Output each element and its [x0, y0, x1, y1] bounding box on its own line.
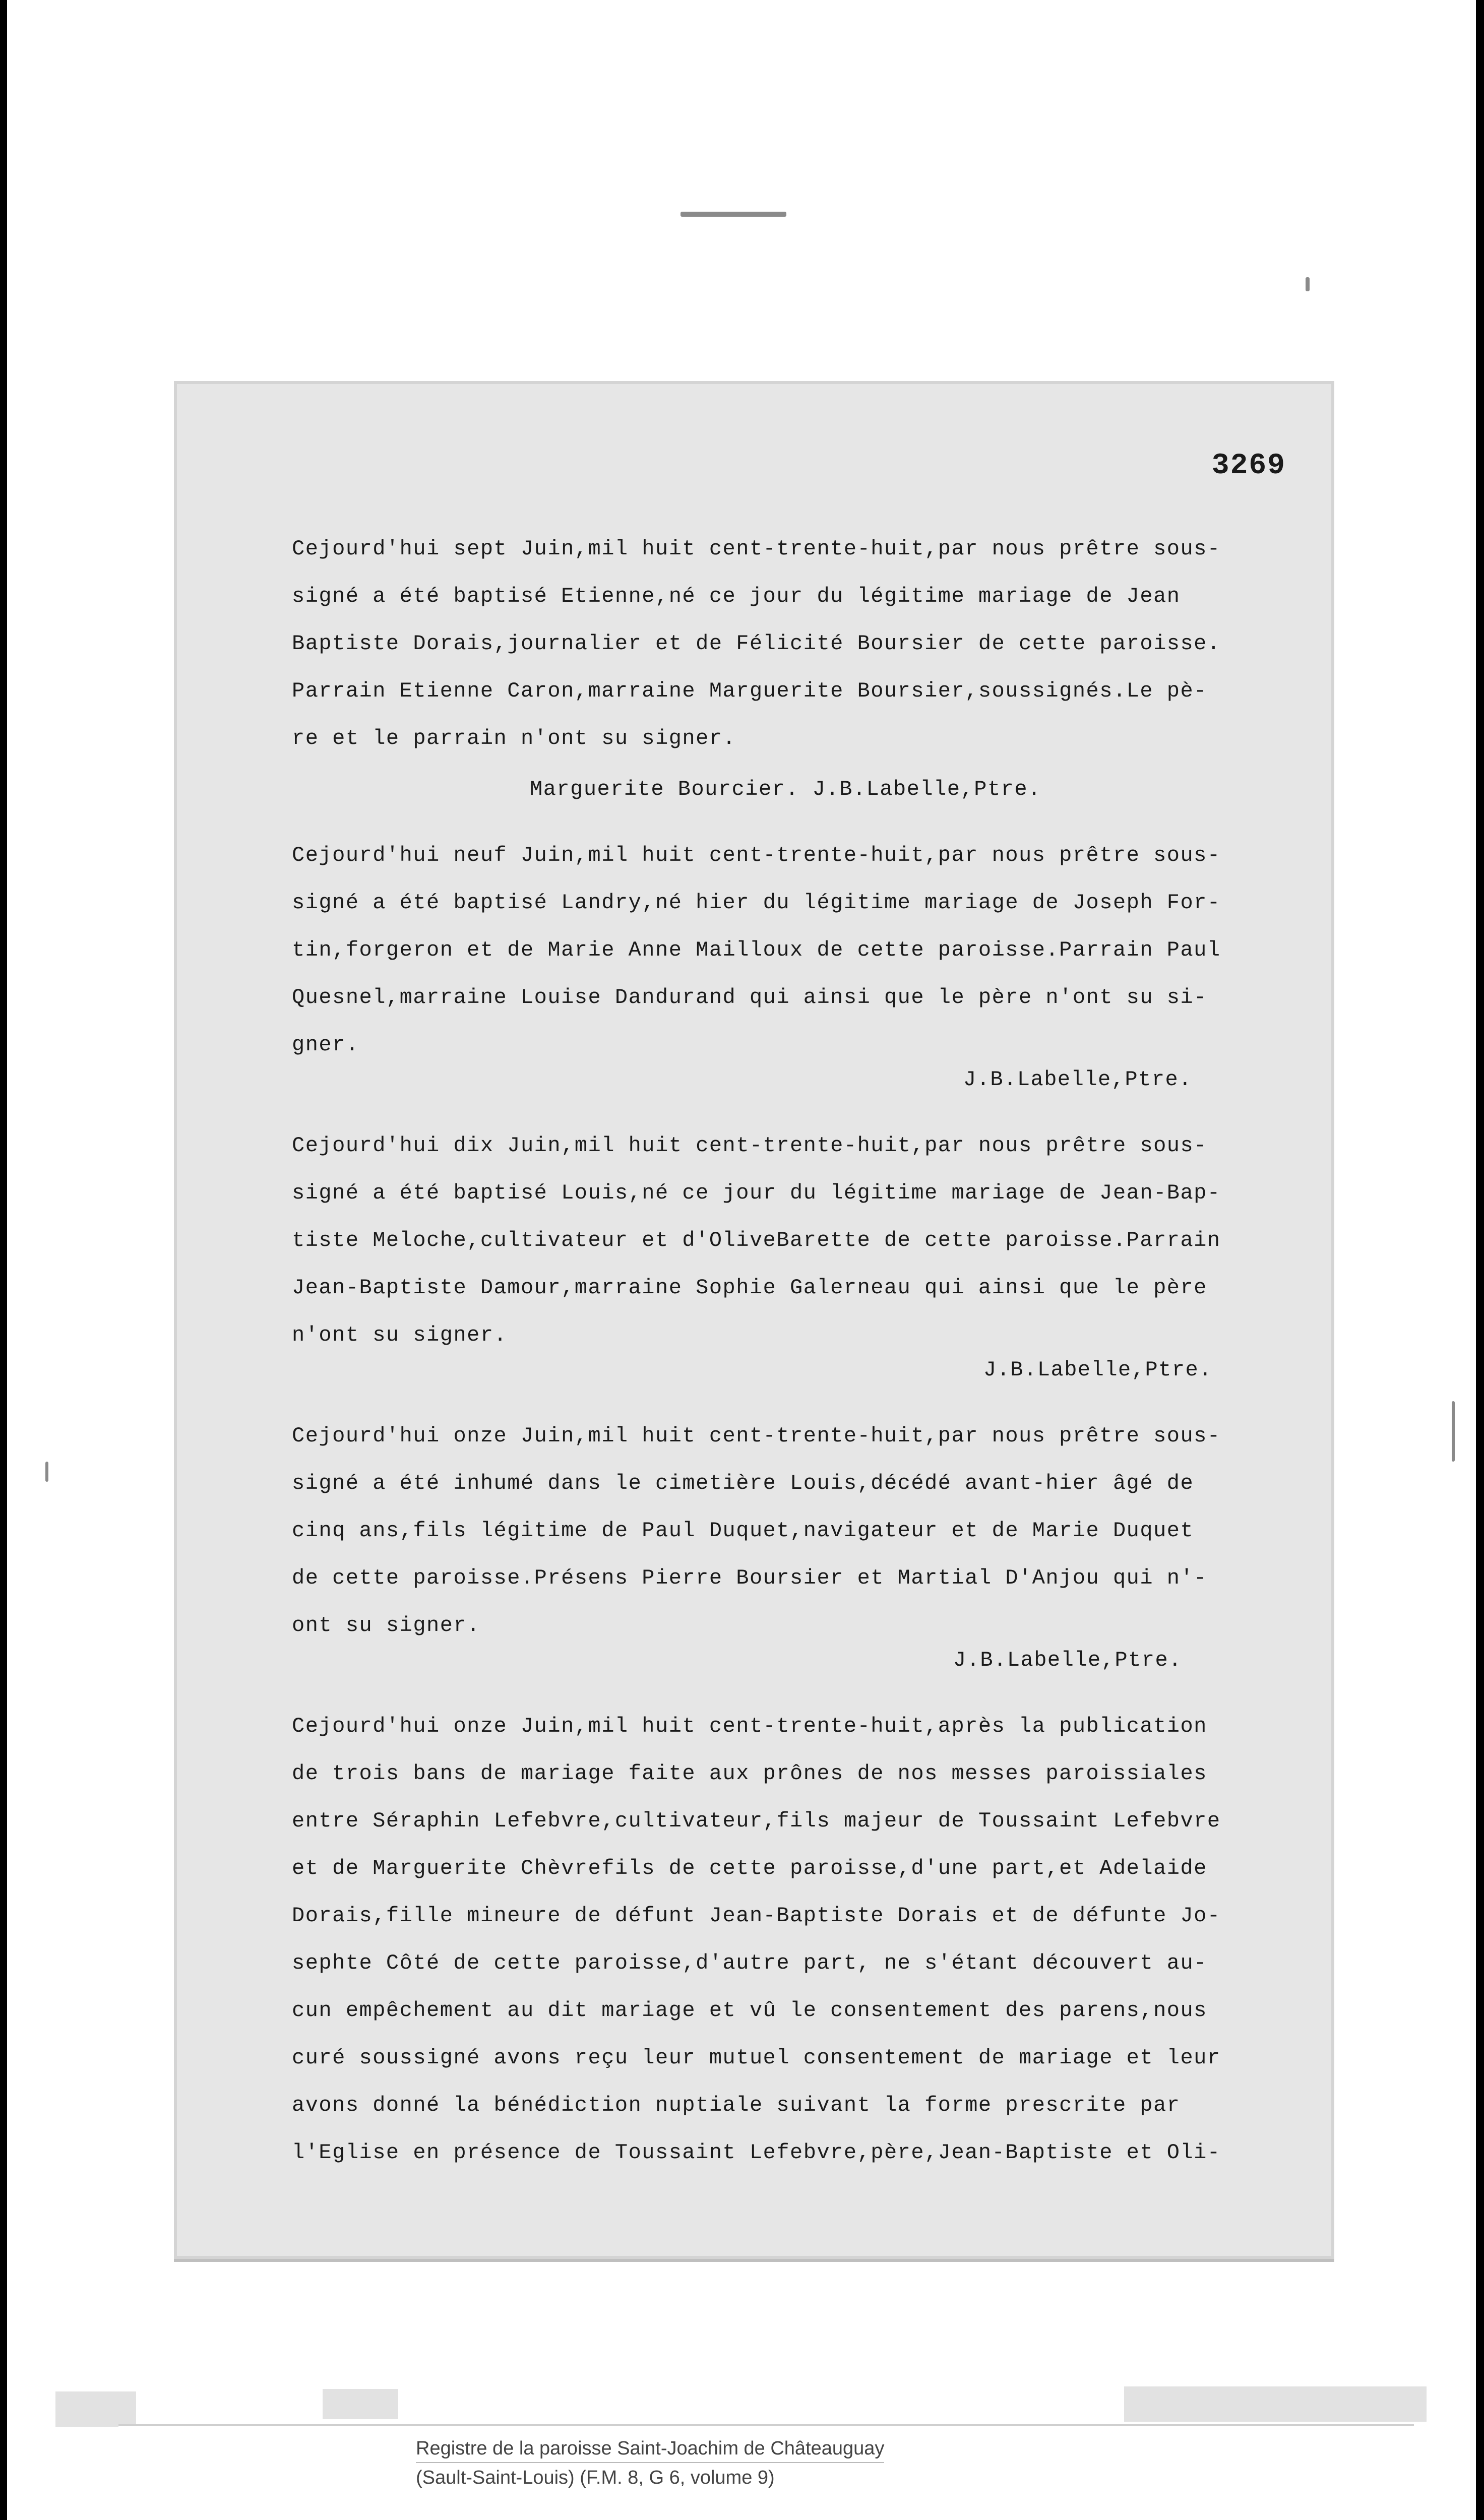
entry-line: cun empêchement au dit mariage et vû le consentement des parens,nous: [292, 1998, 1207, 2023]
entry-line: et de Marguerite Chèvrefils de cette paroisse,d'une part,et Adelaide: [292, 1856, 1207, 1880]
register-entry: [292, 1122, 1280, 1359]
entry-line: signé a été baptisé Landry,né hier du légitime mariage de Joseph For-: [292, 891, 1221, 915]
film-scratch: [1306, 277, 1310, 291]
label-tape: [1124, 2386, 1427, 2422]
entry-line: n'ont su signer.: [292, 1323, 508, 1347]
entry-line: Jean-Baptiste Damour,marraine Sophie Galerneau qui ainsi que le père: [292, 1276, 1207, 1300]
register-reference-line: Registre de la paroisse Saint-Joachim de Châteauguay: [416, 2438, 885, 2459]
register-entry: [292, 1703, 1280, 2176]
entry-line: entre Séraphin Lefebvre,cultivateur,fils majeur de Toussaint Lefebvre: [292, 1809, 1221, 1833]
entry-signature: Marguerite Bourcier. J.B.Labelle,Ptre.: [530, 777, 1041, 801]
entry-signature: J.B.Labelle,Ptre.: [983, 1358, 1212, 1382]
register-page: [174, 381, 1334, 2259]
label-tape: [55, 2391, 136, 2427]
film-scratch: [45, 1462, 48, 1482]
entry-line: Quesnel,marraine Louise Dandurand qui ainsi que le père n'ont su si-: [292, 985, 1207, 1010]
entry-line: Cejourd'hui onze Juin,mil huit cent-trente-huit,après la publication: [292, 1714, 1207, 1738]
entry-line: ont su signer.: [292, 1613, 480, 1637]
page-number: 3269: [1211, 450, 1286, 482]
entry-line: avons donné la bénédiction nuptiale suivant la forme prescrite par: [292, 2093, 1181, 2117]
register-entry: [292, 1412, 1280, 1649]
entry-line: Dorais,fille mineure de défunt Jean-Baptiste Dorais et de défunte Jo-: [292, 1904, 1221, 1928]
entry-line: Cejourd'hui neuf Juin,mil huit cent-trente-huit,par nous prêtre sous-: [292, 843, 1221, 867]
entry-line: signé a été baptisé Louis,né ce jour du légitime mariage de Jean-Bap-: [292, 1181, 1221, 1205]
film-scratch: [681, 212, 786, 217]
entry-line: de trois bans de mariage faite aux prônes de nos messes paroissiales: [292, 1761, 1207, 1786]
register-entry: [292, 525, 1280, 762]
label-tape: [323, 2389, 398, 2419]
entry-line: Parrain Etienne Caron,marraine Marguerite Boursier,soussignés.Le pè-: [292, 679, 1207, 703]
register-reference: [416, 2435, 884, 2491]
entry-line: sephte Côté de cette paroisse,d'autre part, ne s'étant découvert au-: [292, 1951, 1207, 1975]
entry-line: Cejourd'hui dix Juin,mil huit cent-trente-huit,par nous prêtre sous-: [292, 1133, 1207, 1158]
register-entry: [292, 832, 1280, 1068]
entry-signature: J.B.Labelle,Ptre.: [953, 1648, 1182, 1672]
entry-line: curé soussigné avons reçu leur mutuel consentement de mariage et leur: [292, 2046, 1221, 2070]
entry-line: tin,forgeron et de Marie Anne Mailloux de cette paroisse.Parrain Paul: [292, 938, 1221, 962]
entry-line: tiste Meloche,cultivateur et d'OliveBarette de cette paroisse.Parrain: [292, 1228, 1221, 1252]
film-scratch: [1452, 1401, 1455, 1462]
entry-line: de cette paroisse.Présens Pierre Boursier et Martial D'Anjou qui n'-: [292, 1566, 1207, 1590]
film-border-left: [0, 0, 7, 2520]
entry-line: Baptiste Dorais,journalier et de Félicité Boursier de cette paroisse.: [292, 632, 1221, 656]
archives-label: [118, 2424, 1414, 2520]
entry-line: Cejourd'hui onze Juin,mil huit cent-trente-huit,par nous prêtre sous-: [292, 1424, 1221, 1448]
entry-signature: J.B.Labelle,Ptre.: [963, 1067, 1192, 1092]
entry-line: re et le parrain n'ont su signer.: [292, 726, 736, 750]
entry-line: cinq ans,fils légitime de Paul Duquet,navigateur et de Marie Duquet: [292, 1519, 1194, 1543]
entry-line: signé a été inhumé dans le cimetière Louis,décédé avant-hier âgé de: [292, 1471, 1194, 1495]
entry-line: Cejourd'hui sept Juin,mil huit cent-trente-huit,par nous prêtre sous-: [292, 537, 1221, 561]
register-reference-volume: (Sault-Saint-Louis) (F.M. 8, G 6, volume 9): [416, 2462, 884, 2491]
entry-line: l'Eglise en présence de Toussaint Lefebvre,père,Jean-Baptiste et Oli-: [292, 2140, 1221, 2165]
entry-line: signé a été baptisé Etienne,né ce jour du légitime mariage de Jean: [292, 584, 1181, 608]
film-border-right: [1476, 0, 1484, 2520]
entry-line: gner.: [292, 1033, 359, 1057]
